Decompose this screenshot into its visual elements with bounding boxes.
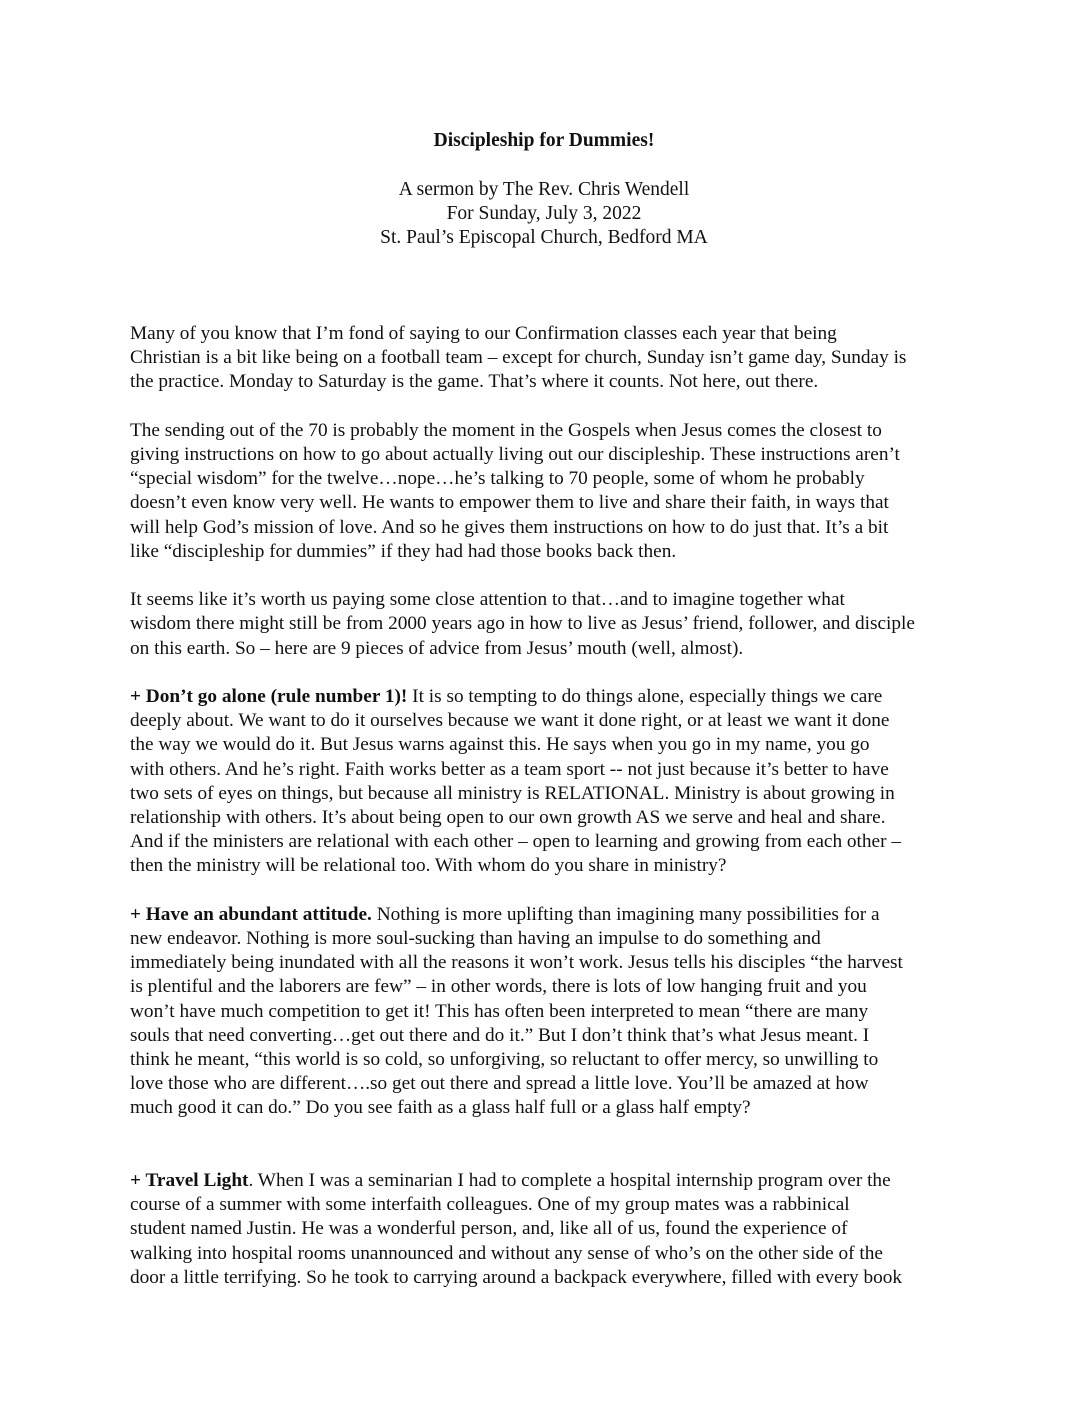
text-line: think he meant, “this world is so cold, so unforgiving, so reluctant to offer mercy, so unwilling to (130, 1049, 879, 1071)
text-line: deeply about. We want to do it ourselves because we want it done right, or at least we want it done (130, 710, 890, 732)
text-line: Christian is a bit like being on a football team – except for church, Sunday isn’t game day, Sunday is (130, 347, 907, 369)
paragraph-intro (130, 322, 962, 395)
date-line: For Sunday, July 3, 2022 (446, 203, 642, 224)
text-line: Many of you know that I’m fond of saying to our Confirmation classes each year that being (130, 323, 837, 344)
text-line: And if the ministers are relational with each other – open to learning and growing from each other – (130, 831, 901, 853)
text-line (130, 685, 962, 709)
text-line (130, 903, 962, 927)
text-line: the practice. Monday to Saturday is the game. That’s where it counts. Not here, out there. (130, 371, 819, 393)
paragraph-travel-light (130, 1169, 962, 1290)
text-line: It seems like it’s worth us paying some close attention to that…and to imagine together what (130, 589, 845, 611)
text-line: two sets of eyes on things, but because all ministry is RELATIONAL. Ministry is about growing in (130, 782, 895, 804)
text-line: immediately being inundated with all the reasons it won’t work. Jesus tells his disciples “the harvest (130, 952, 903, 974)
text-line: course of a summer with some interfaith colleagues. One of my group mates was a rabbinical (130, 1194, 850, 1216)
text-line: new endeavor. Nothing is more soul-sucking than having an impulse to do something and (130, 928, 821, 950)
text-line: wisdom there might still be from 2000 years ago in how to live as Jesus’ friend, follower, and disciple (130, 613, 915, 635)
text-line: love those who are different….so get out there and spread a little love. You’ll be amazed at how (130, 1073, 869, 1095)
sermon-info (0, 178, 1088, 250)
author-line: A sermon by The Rev. Chris Wendell (398, 179, 690, 200)
text-run: It is so tempting to do things alone, especially things we care (407, 686, 883, 707)
text-line: relationship with others. It’s about being open to our own growth AS we serve and heal and share. (130, 807, 886, 829)
text-line: “special wisdom” for the twelve…nope…he’s talking to 70 people, some of whom he probably (130, 468, 865, 490)
church-line: St. Paul’s Episcopal Church, Bedford MA (380, 227, 708, 248)
text-line: will help God’s mission of love. And so he gives them instructions on how to do just that. It’s a bit (130, 516, 889, 538)
text-line: souls that need converting…get out there and do it.” But I don’t think that’s what Jesus meant. I (130, 1024, 870, 1046)
text-line: won’t have much competition to get it! This has often been interpreted to mean “there are many (130, 1000, 869, 1022)
text-line: on this earth. So – here are 9 pieces of advice from Jesus’ mouth (well, almost). (130, 637, 744, 659)
text-run: Nothing is more uplifting than imagining many possibilities for a (371, 903, 880, 925)
text-line: door a little terrifying. So he took to carrying around a backpack everywhere, filled with every book (130, 1266, 903, 1288)
section-heading: + Have an abundant attitude. (130, 903, 372, 925)
text-line: much good it can do.” Do you see faith as a glass half full or a glass half empty? (130, 1097, 751, 1119)
paragraph-nine-pieces (130, 588, 962, 661)
text-line: with others. And he’s right. Faith works better as a team sport -- not just because it’s better to have (130, 758, 889, 780)
paragraph-sending-of-70 (130, 419, 962, 564)
section-heading: + Don’t go alone (rule number 1)! (130, 686, 408, 707)
section-heading: + Travel Light (130, 1170, 249, 1192)
text-line (130, 1169, 962, 1193)
text-line: then the ministry will be relational too. With whom do you share in ministry? (130, 855, 727, 877)
text-line: giving instructions on how to go about actually living out our discipleship. These instructions aren’t (130, 444, 900, 465)
text-line: is plentiful and the laborers are few” – in other words, there is lots of low hanging fruit and you (130, 976, 867, 998)
text-line: the way we would do it. But Jesus warns against this. He says when you go in my name, you go (130, 734, 870, 756)
text-line: like “discipleship for dummies” if they had had those books back then. (130, 540, 677, 562)
paragraph-dont-go-alone (130, 685, 962, 879)
document-title: Discipleship for Dummies! (433, 130, 655, 151)
text-line: student named Justin. He was a wonderful person, and, like all of us, found the experience of (130, 1218, 848, 1240)
text-line: The sending out of the 70 is probably the moment in the Gospels when Jesus comes the closest to (130, 419, 882, 441)
text-run: . When I was a seminarian I had to complete a hospital internship program over the (248, 1170, 891, 1192)
text-line: doesn’t even know very well. He wants to empower them to live and share their faith, in ways that (130, 492, 889, 514)
text-line: walking into hospital rooms unannounced and without any sense of who’s on the other side of the (130, 1242, 883, 1264)
paragraph-abundant-attitude (130, 903, 962, 1121)
sermon-body (130, 322, 962, 1314)
